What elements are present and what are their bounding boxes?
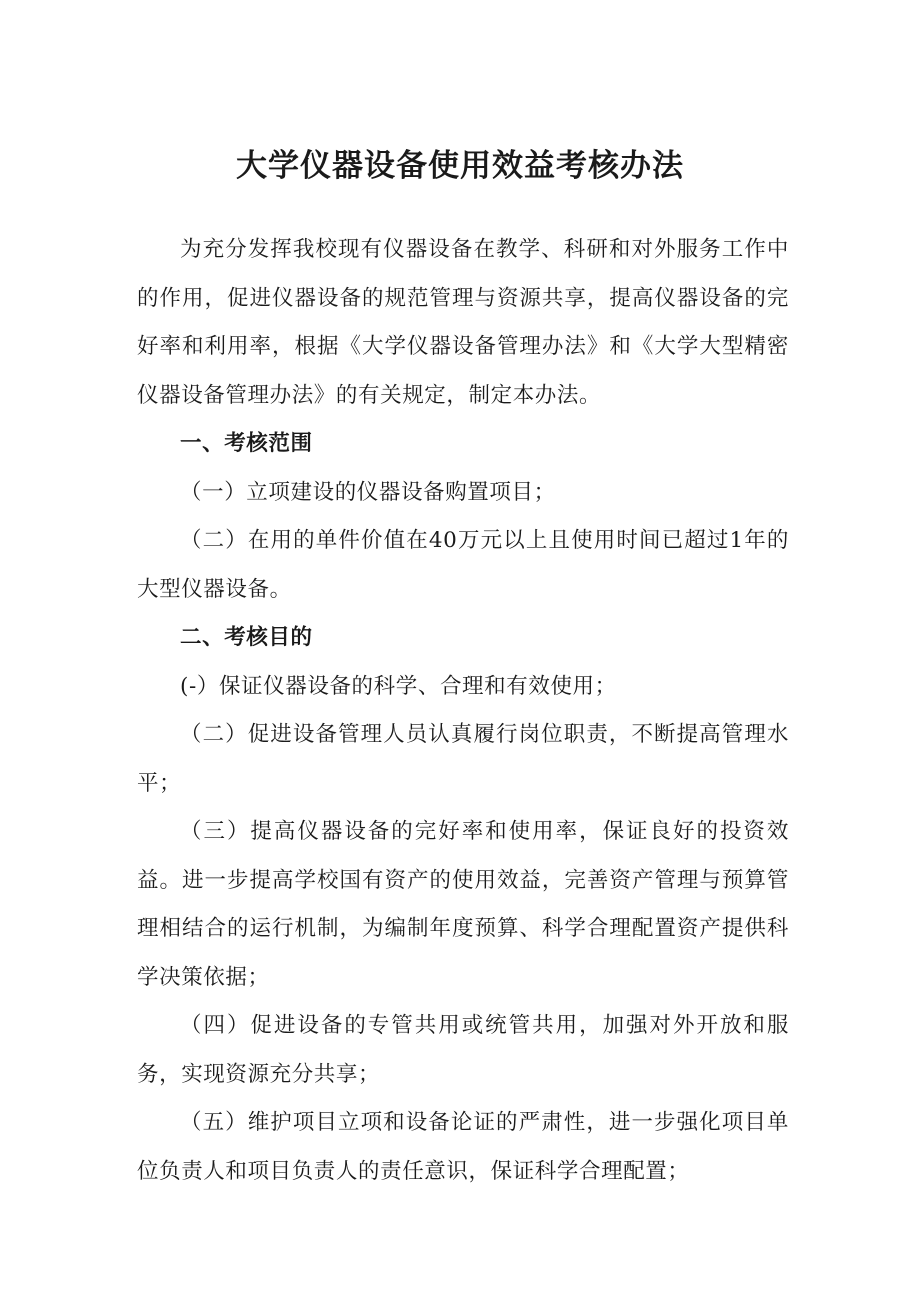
purpose-item-2: （二）促进设备管理人员认真履行岗位职责，不断提高管理水平； xyxy=(137,722,789,796)
purpose-item-4: （四）促进设备的专管共用或统管共用，加强对外开放和服务，实现资源充分共享； xyxy=(137,1013,789,1087)
section-heading-scope: 一、考核范围 xyxy=(180,431,313,456)
document-body xyxy=(137,226,789,1196)
intro-paragraph: 为充分发挥我校现有仪器设备在教学、科研和对外服务工作中的作用，促进仪器设备的规范管理与资源共享，提高仪器设备的完好率和利用率，根据《大学仪器设备管理办法》和《大学大型精密仪器设备管理办法》的有关规定，制定本办法。 xyxy=(137,237,789,408)
section-heading-purpose: 二、考核目的 xyxy=(180,625,313,650)
purpose-item-1: (-）保证仪器设备的科学、合理和有效使用； xyxy=(180,673,617,699)
document-title: 大学仪器设备使用效益考核办法 xyxy=(236,148,684,184)
purpose-item-5: （五）维护项目立项和设备论证的严肃性，进一步强化项目单位负责人和项目负责人的责任意识，保证科学合理配置； xyxy=(137,1110,789,1184)
scope-item-1: （一）立项建设的仪器设备购置项目； xyxy=(180,479,556,505)
purpose-item-3: （三）提高仪器设备的完好率和使用率，保证良好的投资效益。进一步提高学校国有资产的使用效益，完善资产管理与预算管理相结合的运行机制，为编制年度预算、科学合理配置资产提供科学决策依据； xyxy=(137,819,789,990)
scope-item-2: （二）在用的单件价值在40万元以上且使用时间已超过1年的大型仪器设备。 xyxy=(137,528,789,602)
